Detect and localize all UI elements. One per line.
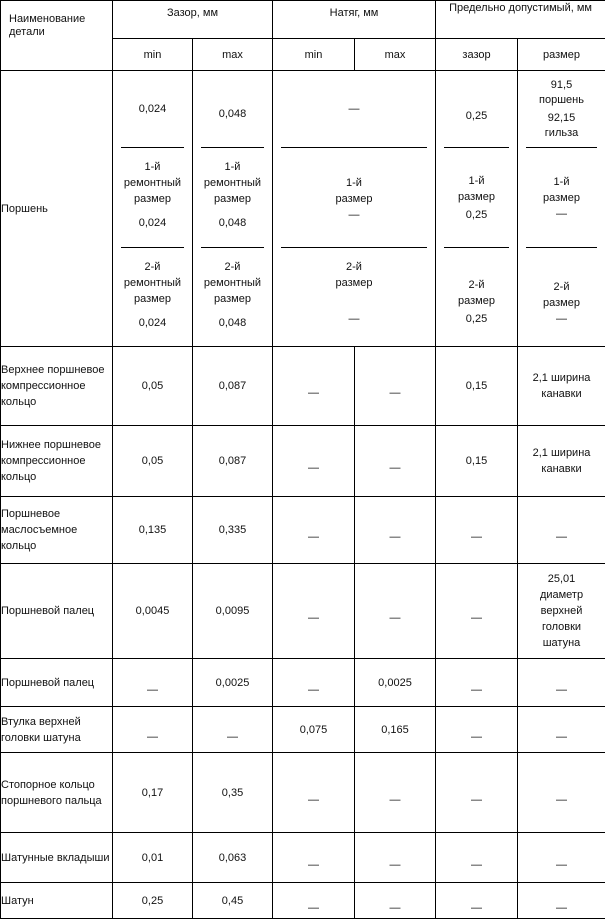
limit-gap: — — [471, 859, 482, 871]
header-interference: Натяг, мм — [273, 1, 436, 39]
value: 0,048 — [219, 215, 247, 231]
limit-size: — — [556, 731, 567, 743]
repair-size-label: 2-й ремонтный размер — [120, 259, 186, 307]
int-min: 0,075 — [273, 707, 355, 753]
sleeve-size-label: гильза — [545, 126, 578, 141]
int-min: — — [308, 387, 319, 399]
value: 0,048 — [219, 106, 247, 122]
dash: — — [349, 207, 360, 223]
gap-max: 0,087 — [193, 426, 273, 497]
header-int-max: max — [355, 39, 436, 71]
part-name: Стопорное кольцо поршневого пальца — [1, 753, 113, 833]
piston-limit-size-cell — [518, 71, 605, 347]
gap-max: 0,0095 — [193, 564, 273, 659]
gap-max: 0,35 — [193, 753, 273, 833]
dash: — — [556, 206, 567, 222]
dash: — — [349, 311, 360, 327]
int-max: 0,0025 — [355, 659, 436, 707]
part-name: Поршень — [1, 71, 113, 347]
gap-min: 0,05 — [113, 347, 193, 426]
piston-size: 91,5 — [551, 78, 572, 93]
table-row — [1, 707, 605, 753]
piston-gap-min-cell — [113, 71, 193, 347]
header-limit-size: размер — [518, 39, 605, 71]
limit-gap: — — [471, 684, 482, 696]
limit-gap: — — [471, 612, 482, 624]
part-name: Поршневой палец — [1, 659, 113, 707]
table-row — [1, 347, 605, 426]
int-max: — — [390, 612, 401, 624]
limit-gap: 0,15 — [436, 347, 518, 426]
repair-size-label: 1-й ремонтный размер — [200, 159, 266, 207]
size-label: 1-й размер — [457, 173, 497, 205]
gap-min: 0,01 — [113, 833, 193, 883]
int-min: — — [308, 684, 319, 696]
int-min: — — [308, 612, 319, 624]
header-gap: Зазор, мм — [113, 1, 273, 39]
limit-gap: — — [471, 531, 482, 543]
int-min: — — [308, 859, 319, 871]
gap-min: 0,17 — [113, 753, 193, 833]
int-max: — — [390, 902, 401, 914]
gap-min: 0,135 — [113, 497, 193, 564]
piston-gap-max-cell — [193, 71, 273, 347]
table-row-piston — [1, 71, 605, 347]
gap-max: — — [227, 731, 238, 743]
int-min: — — [308, 531, 319, 543]
int-max: — — [390, 387, 401, 399]
part-name: Шатун — [1, 883, 113, 919]
limit-gap: — — [471, 731, 482, 743]
limit-size: 2,1 ширина канавки — [518, 347, 605, 426]
limit-size: — — [556, 684, 567, 696]
int-min: — — [308, 902, 319, 914]
table-row — [1, 426, 605, 497]
gap-max: 0,063 — [193, 833, 273, 883]
value: 0,024 — [139, 215, 167, 231]
gap-min: 0,05 — [113, 426, 193, 497]
limit-size: — — [556, 531, 567, 543]
part-name: Шатунные вкладыши — [1, 833, 113, 883]
value: 0,048 — [219, 315, 247, 331]
size-label: 2-й размер — [457, 277, 497, 309]
piston-interference-cell — [273, 71, 436, 347]
value: 0,25 — [466, 311, 487, 327]
table-row — [1, 659, 605, 707]
size-label: 1-й размер — [334, 175, 374, 207]
table-row — [1, 833, 605, 883]
header-limit: Предельно допустимый, мм — [436, 1, 605, 39]
int-max: — — [390, 462, 401, 474]
int-max: — — [390, 794, 401, 806]
limit-size: — — [556, 902, 567, 914]
size-label: 2-й размер — [334, 259, 374, 291]
header-part-name: Наименование детали — [1, 1, 113, 71]
gap-max: 0,45 — [193, 883, 273, 919]
value: 0,25 — [466, 108, 487, 124]
sleeve-size: 92,15 — [548, 111, 576, 126]
gap-max: 0,087 — [193, 347, 273, 426]
repair-size-label: 1-й ремонтный размер — [120, 159, 186, 207]
piston-size-label: поршень — [539, 93, 584, 108]
value: 0,024 — [139, 101, 167, 117]
repair-size-label: 2-й ремонтный размер — [200, 259, 266, 307]
int-max: — — [390, 859, 401, 871]
int-max: 0,165 — [355, 707, 436, 753]
limit-gap: 0,15 — [436, 426, 518, 497]
size-label: 2-й размер — [542, 279, 582, 311]
limit-size: — — [556, 794, 567, 806]
value: 0,25 — [466, 207, 487, 223]
limit-size: 2,1 ширина канавки — [518, 426, 605, 497]
gap-min: 0,0045 — [113, 564, 193, 659]
table-row — [1, 497, 605, 564]
part-name: Поршневой палец — [1, 564, 113, 659]
gap-max: 0,0025 — [193, 659, 273, 707]
header-limit-gap: зазор — [436, 39, 518, 71]
limit-size: — — [556, 859, 567, 871]
size-label: 1-й размер — [542, 174, 582, 206]
table-row — [1, 883, 605, 919]
table-row — [1, 564, 605, 659]
part-name: Втулка верхней головки шатуна — [1, 707, 113, 753]
part-name: Верхнее поршневое компрессионное кольцо — [1, 347, 113, 426]
piston-limit-gap-cell — [436, 71, 518, 347]
gap-min: — — [147, 684, 158, 696]
header-int-min: min — [273, 39, 355, 71]
table-row — [1, 753, 605, 833]
dash: — — [349, 101, 360, 117]
dash: — — [556, 311, 567, 327]
int-max: — — [390, 531, 401, 543]
int-min: — — [308, 462, 319, 474]
value: 0,024 — [139, 315, 167, 331]
int-min: — — [308, 794, 319, 806]
gap-min: 0,25 — [113, 883, 193, 919]
header-gap-max: max — [193, 39, 273, 71]
gap-min: — — [147, 731, 158, 743]
limit-gap: — — [471, 902, 482, 914]
part-name: Нижнее поршневое компрессионное кольцо — [1, 426, 113, 497]
limit-gap: — — [471, 794, 482, 806]
part-name: Поршневое маслосъемное кольцо — [1, 497, 113, 564]
gap-max: 0,335 — [193, 497, 273, 564]
limit-size: 25,01 диаметр верхней головки шатуна — [518, 564, 605, 659]
header-gap-min: min — [113, 39, 193, 71]
